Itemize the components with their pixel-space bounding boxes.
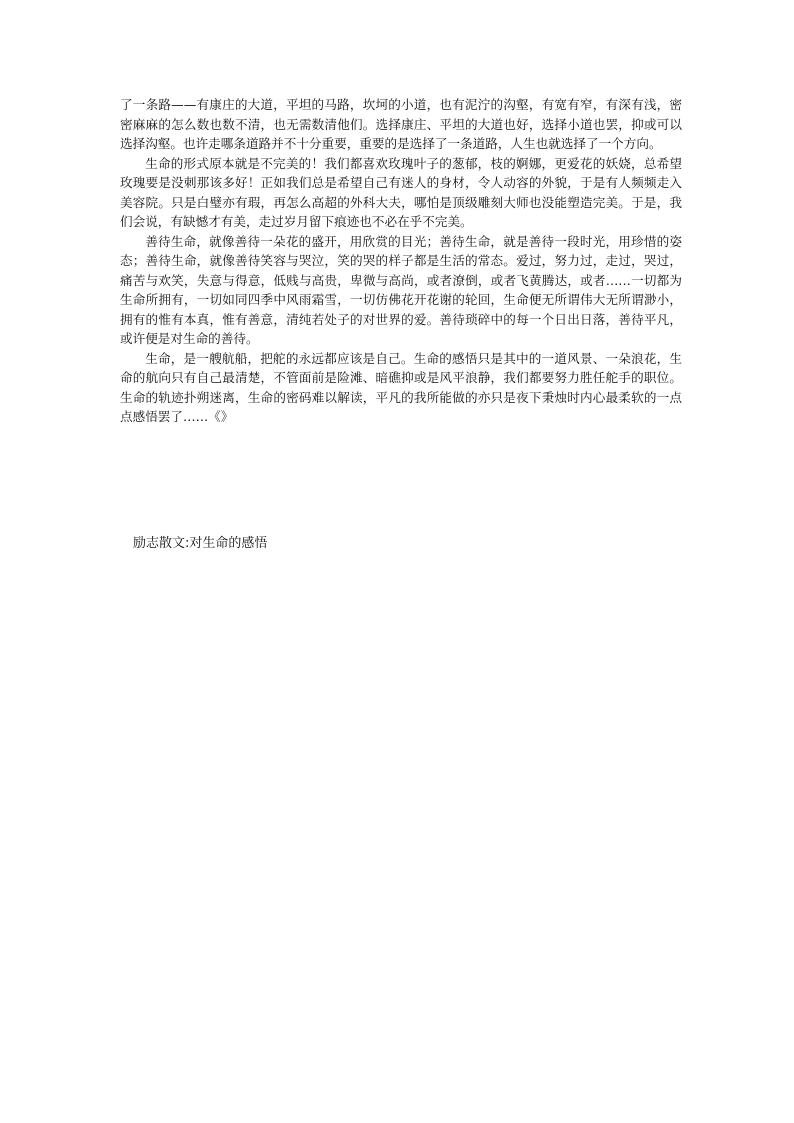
- paragraph-1: 了一条路——有康庄的大道，平坦的马路，坎坷的小道，也有泥泞的沟壑，有宽有窄，有深有浅，密密麻麻的怎么数也数不清，也无需数清他们。选择康庄、平坦的大道也好，选择小道也罢，抑或可以选择沟壑。也许走哪条道路并不十分重要，重要的是选择了一条道路，人生也就选择了一个方向。: [120, 97, 682, 151]
- article-title: 励志散文:对生命的感悟: [133, 536, 268, 551]
- article-body: [120, 95, 682, 427]
- paragraph-2: 生命的形式原本就是不完美的！我们都喜欢玫瑰叶子的葱郁，枝的婀娜，更爱花的妖娆，总希望玫瑰要是没刺那该多好！正如我们总是希望自己有迷人的身材，令人动容的外貌，于是有人频频走入美容院。只是白璧亦有瑕，再怎么高超的外科大夫，哪怕是顶级雕刻大师也没能塑造完美。于是，我们会说，有缺憾才有美，走过岁月留下痕迹也不必在乎不完美。: [120, 155, 682, 229]
- paragraph-4: 生命，是一艘航船，把舵的永远都应该是自己。生命的感悟只是其中的一道风景、一朵浪花，生命的航向只有自己最清楚，不管面前是险滩、暗礁抑或是风平浪静，我们都要努力胜任舵手的职位。生命的轨迹扑朔迷离，生命的密码难以解读，平凡的我所能做的亦只是夜下秉烛时内心最柔软的一点点感悟罢了……《》: [120, 350, 682, 424]
- paragraph-3: 善待生命，就像善待一朵花的盛开，用欣赏的目光；善待生命，就是善待一段时光，用珍惜的姿态；善待生命，就像善待笑容与哭泣，笑的哭的样子都是生活的常态。爱过，努力过，走过，哭过，痛苦与欢笑，失意与得意，低贱与高贵，卑微与高尚，或者潦倒，或者飞黄腾达，或者……一切都为生命所拥有，一切如同四季中风雨霜雪，一切仿佛花开花谢的轮回，生命便无所谓伟大无所谓渺小，拥有的惟有本真，惟有善意，清纯若处子的对世界的爱。善待琐碎中的每一个日出日落，善待平凡，或许便是对生命的善待。: [120, 233, 682, 346]
